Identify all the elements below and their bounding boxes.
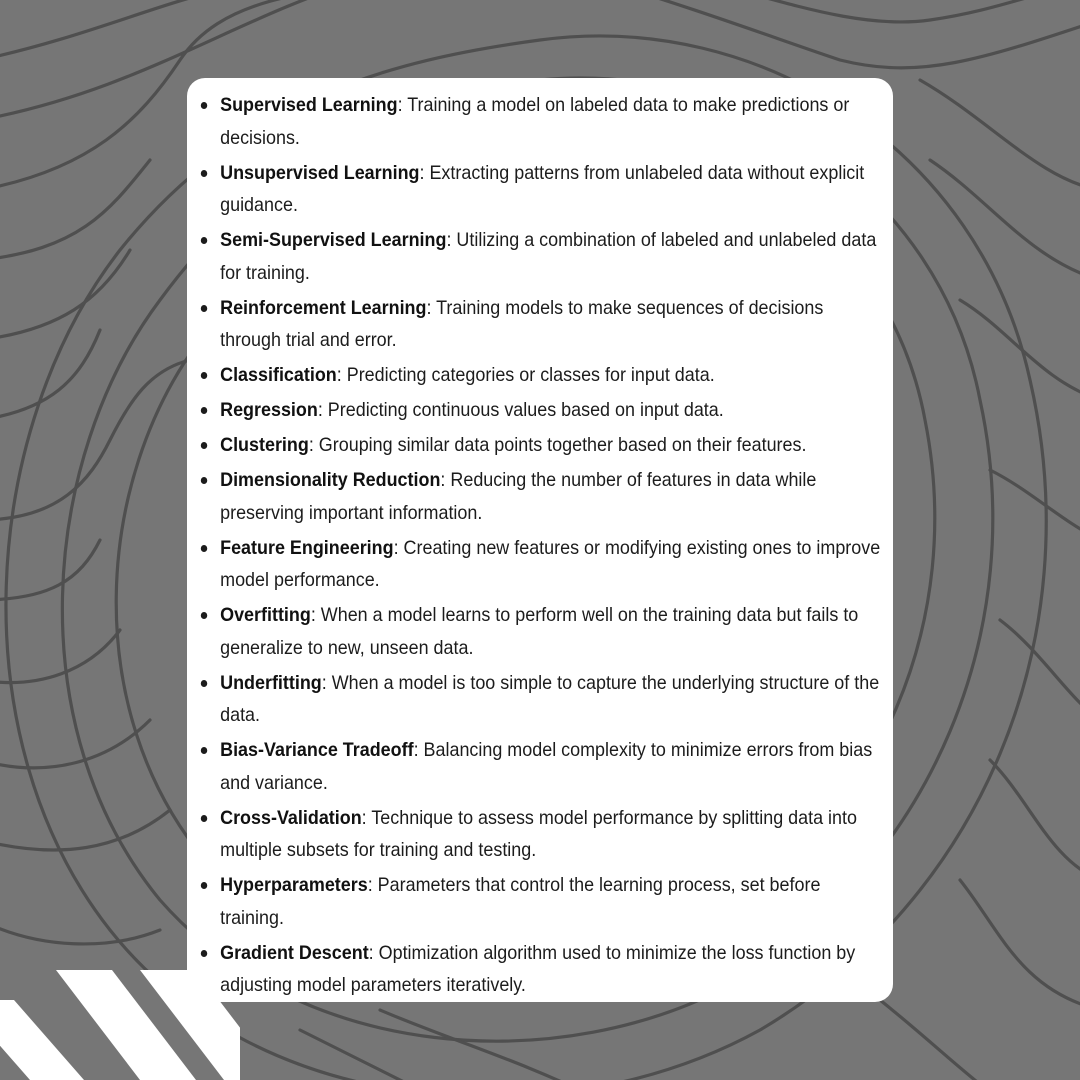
term-definition: : When a model is too simple to capture the underlying structure of the data. <box>220 671 880 726</box>
term-definition: : Utilizing a combination of labeled and unlabeled data for training. <box>220 229 877 284</box>
term-definition: : Technique to assess model performance by splitting data into multiple subsets for training and testing. <box>220 806 857 861</box>
bullet-dot-icon <box>201 545 207 552</box>
chevron-right-icon <box>0 1000 84 1080</box>
bullet-dot-icon <box>201 815 207 822</box>
list-item <box>187 599 888 664</box>
term-definition: : Reducing the number of features in data while preserving important information. <box>220 469 817 524</box>
list-item <box>187 937 888 1002</box>
term-definition: : Extracting patterns from unlabeled data without explicit guidance. <box>220 161 865 216</box>
bullet-dot-icon <box>201 747 207 754</box>
term-name: Bias-Variance Tradeoff <box>220 739 414 761</box>
bullet-dot-icon <box>201 612 207 619</box>
term-name: Classification <box>220 364 337 386</box>
bullet-dot-icon <box>201 237 207 244</box>
contour-line <box>0 540 100 600</box>
list-item <box>187 89 888 154</box>
contour-line <box>0 630 120 683</box>
contour-line <box>0 810 170 850</box>
term-name: Dimensionality Reduction <box>220 469 441 491</box>
contour-line <box>880 1000 1000 1080</box>
contour-line <box>0 0 300 60</box>
contour-line <box>700 0 1080 22</box>
contour-line <box>1000 620 1080 720</box>
bullet-dot-icon <box>201 477 207 484</box>
term-name: Clustering <box>220 434 309 456</box>
contour-line <box>990 760 1080 880</box>
bullet-dot-icon <box>201 372 207 379</box>
contour-line <box>0 160 150 260</box>
list-item <box>187 394 888 427</box>
bullet-dot-icon <box>201 882 207 889</box>
term-definition: : Optimization algorithm used to minimize the loss function by adjusting model parameters iteratively. <box>220 941 856 996</box>
term-name: Semi-Supervised Learning <box>220 229 447 251</box>
bullet-dot-icon <box>201 305 207 312</box>
term-definition: : Training a model on labeled data to make predictions or decisions. <box>220 94 850 149</box>
list-item <box>187 532 888 597</box>
term-name: Supervised Learning <box>220 94 398 116</box>
bullet-dot-icon <box>201 170 207 177</box>
contour-line <box>990 470 1080 540</box>
term-definition: : Predicting continuous values based on input data. <box>317 399 724 421</box>
bullet-dot-icon <box>201 442 207 449</box>
term-definition: : Predicting categories or classes for input data. <box>336 364 715 386</box>
contour-line <box>0 920 160 944</box>
term-definition: : Creating new features or modifying existing ones to improve model performance. <box>220 536 881 591</box>
list-item <box>187 464 888 529</box>
term-name: Gradient Descent <box>220 941 369 964</box>
term-name: Regression <box>220 399 318 421</box>
terms-card <box>187 78 893 1002</box>
contour-line <box>930 160 1080 280</box>
term-definition: : Parameters that control the learning process, set before training. <box>220 874 821 929</box>
term-name: Hyperparameters <box>220 874 368 896</box>
list-item <box>187 734 888 799</box>
term-definition: : When a model learns to perform well on the training data but fails to generalize to new, unseen data. <box>220 604 859 659</box>
bullet-dot-icon <box>201 950 207 957</box>
term-definition: : Training models to make sequences of decisions through trial and error. <box>220 296 824 351</box>
contour-line <box>380 1010 600 1080</box>
term-name: Unsupervised Learning <box>220 161 420 184</box>
list-item <box>187 869 888 934</box>
contour-line <box>600 0 1080 68</box>
list-item <box>187 292 888 357</box>
list-item <box>187 224 888 289</box>
terms-list <box>187 89 893 1002</box>
bullet-dot-icon <box>201 102 207 109</box>
bullet-dot-icon <box>201 680 207 687</box>
term-name: Underfitting <box>220 671 322 694</box>
list-item <box>187 802 888 867</box>
list-item <box>187 667 888 732</box>
contour-line <box>960 880 1080 1010</box>
term-definition: : Grouping similar data points together based on their features. <box>308 434 807 456</box>
list-item <box>187 359 888 392</box>
list-item <box>187 157 888 222</box>
term-name: Feature Engineering <box>220 536 394 559</box>
term-name: Reinforcement Learning <box>220 296 427 319</box>
list-item <box>187 429 888 462</box>
term-name: Overfitting <box>220 604 311 626</box>
term-definition: : Balancing model complexity to minimize errors from bias and variance. <box>220 739 873 794</box>
bullet-dot-icon <box>201 407 207 414</box>
double-chevron-right-icon <box>0 968 240 1080</box>
contour-line <box>920 80 1080 190</box>
term-name: Cross-Validation <box>220 806 362 829</box>
